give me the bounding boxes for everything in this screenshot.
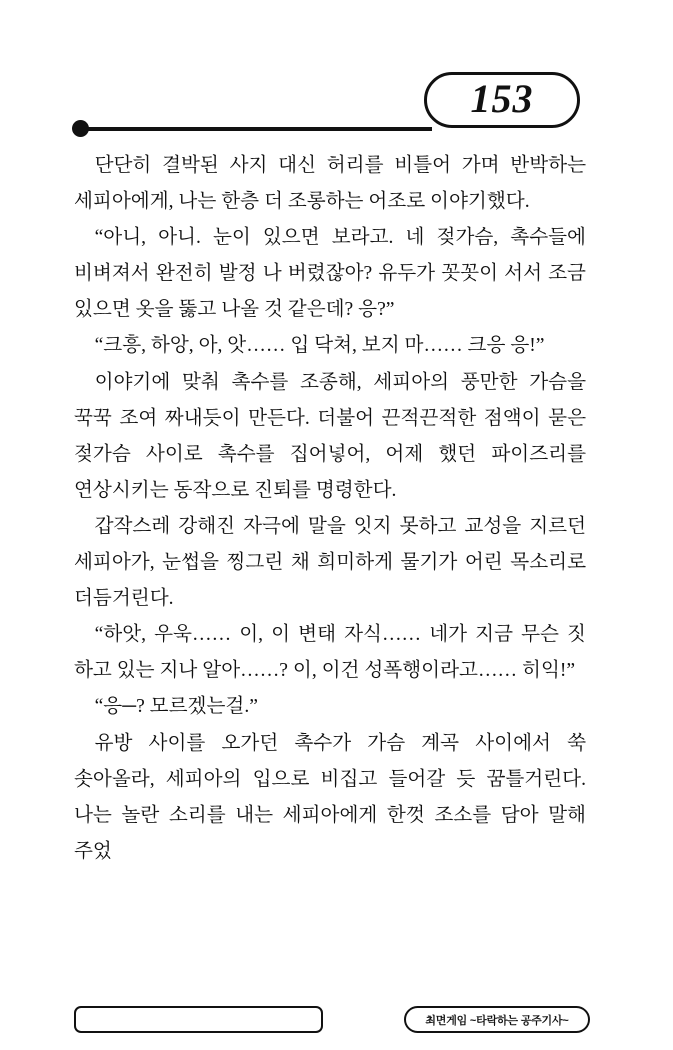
header-dot (72, 120, 89, 137)
paragraph: “하앗, 우욱…… 이, 이 변태 자식…… 네가 지금 무슨 짓 하고 있는 지나 알아……? 이, 이건 성폭행이라고…… 히익!” (74, 624, 586, 682)
body-text (74, 148, 586, 870)
footer-title-text: 최면게임 ~타락하는 공주기사~ (425, 1014, 569, 1027)
paragraph: 갑작스레 강해진 자극에 말을 잇지 못하고 교성을 지르던 세피아가, 눈썹을 찡그린 채 희미하게 물기가 어린 목소리로 더듬거린다. (74, 515, 586, 610)
paragraph: 이야기에 맞춰 촉수를 조종해, 세피아의 풍만한 가슴을 꾹꾹 조여 짜내듯이 만든다. 더불어 끈적끈적한 점액이 묻은 젖가슴 사이로 촉수를 집어넣어, 어제 했던 파이즈리를 연상시키는 동작으로 진퇴를 명령한다. (74, 371, 586, 501)
paragraph: “크흥, 하앙, 아, 앗…… 입 닥쳐, 보지 마…… 크응 응!” (94, 335, 545, 357)
footer-title-tag (404, 1006, 590, 1033)
paragraph: 단단히 결박된 사지 대신 허리를 비틀어 가며 반박하는 세피아에게, 나는 한층 더 조롱하는 어조로 이야기했다. (74, 155, 586, 213)
footer-bar (74, 1006, 323, 1033)
page-number: 153 (470, 75, 534, 121)
header-rule (84, 127, 432, 131)
paragraph: 유방 사이를 오가던 촉수가 가슴 계곡 사이에서 쑥 솟아올라, 세피아의 입으로 비집고 들어갈 듯 꿈틀거린다. 나는 놀란 소리를 내는 세피아에게 한껏 조소를 담아 말해 주었 (74, 732, 586, 862)
paragraph: “아니, 아니. 눈이 있으면 보라고. 네 젖가슴, 촉수들에 비벼져서 완전히 발정 나 버렸잖아? 유두가 꼿꼿이 서서 조금 있으면 옷을 뚫고 나올 것 같은데? 응?” (74, 227, 586, 321)
page-number-badge (424, 72, 580, 128)
paragraph: “응─? 모르겠는걸.” (94, 696, 258, 718)
